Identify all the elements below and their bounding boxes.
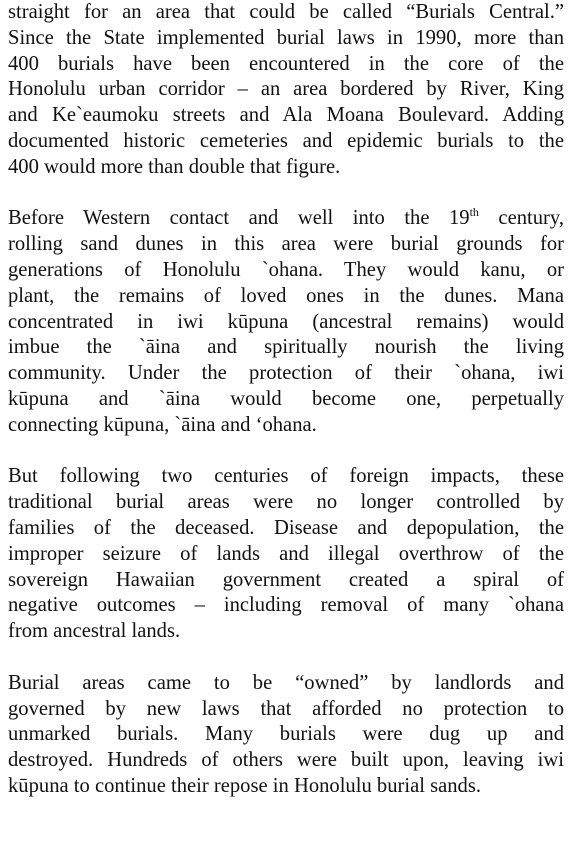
text-line: sovereign Hawaiian government created a spiral of [8, 568, 564, 591]
text-line: traditional burial areas were no longer controlled by [8, 491, 564, 514]
text-fragment: Before Western contact and well into the 19 [8, 207, 470, 230]
text-line: connecting kūpuna, `āina and ‘ohana. [8, 413, 317, 436]
document-page [8, 0, 564, 826]
text-line: families of the deceased. Disease and depopulation, the [8, 516, 564, 539]
text-line: from ancestral lands. [8, 620, 181, 643]
text-line: Since the State implemented burial laws in 1990, more than [8, 26, 564, 49]
text-line: improper seizure of lands and illegal overthrow of the [8, 542, 564, 565]
text-fragment: century, [478, 207, 564, 230]
text-line: governed by new laws that afforded no protection to [8, 697, 564, 720]
text-line: 400 burials have been encountered in the core of the [8, 52, 564, 75]
text-line: and Ke`eaumoku streets and Ala Moana Boulevard. Adding [8, 104, 564, 127]
text-line: Honolulu urban corridor – an area bordered by River, King [8, 78, 564, 101]
superscript: th [469, 205, 479, 220]
text-line: Burial areas came to be “owned” by landlords and [8, 671, 564, 694]
text-line: community. Under the protection of their `ohana, iwi [8, 362, 564, 385]
text-line: plant, the remains of loved ones in the dunes. Mana [8, 284, 564, 307]
paragraph-burial-areas-owned [8, 671, 564, 800]
text-line: rolling sand dunes in this area were burial grounds for [8, 233, 564, 256]
text-line: But following two centuries of foreign impacts, these [8, 465, 564, 488]
text-line: documented historic cemeteries and epidemic burials to the [8, 129, 564, 152]
text-line: concentrated in iwi kūpuna (ancestral remains) would [8, 310, 564, 333]
paragraph-burials-central [8, 0, 564, 181]
text-line: imbue the `āina and spiritually nourish the living [8, 336, 564, 359]
text-line: unmarked burials. Many burials were dug up and [8, 723, 564, 746]
paragraph-western-contact [8, 206, 564, 438]
text-line: destroyed. Hundreds of others were built upon, leaving iwi [8, 749, 564, 772]
text-line: negative outcomes – including removal of many `ohana [8, 594, 564, 617]
text-line: straight for an area that could be called “Burials Central.” [8, 1, 564, 23]
paragraph-foreign-impacts [8, 464, 564, 645]
text-line: kūpuna and `āina would become one, perpetually [8, 387, 564, 410]
text-line [8, 206, 564, 232]
text-line: 400 would more than double that figure. [8, 155, 341, 178]
text-line: kūpuna to continue their repose in Honolulu burial sands. [8, 774, 481, 797]
text-line: generations of Honolulu `ohana. They would kanu, or [8, 258, 564, 281]
